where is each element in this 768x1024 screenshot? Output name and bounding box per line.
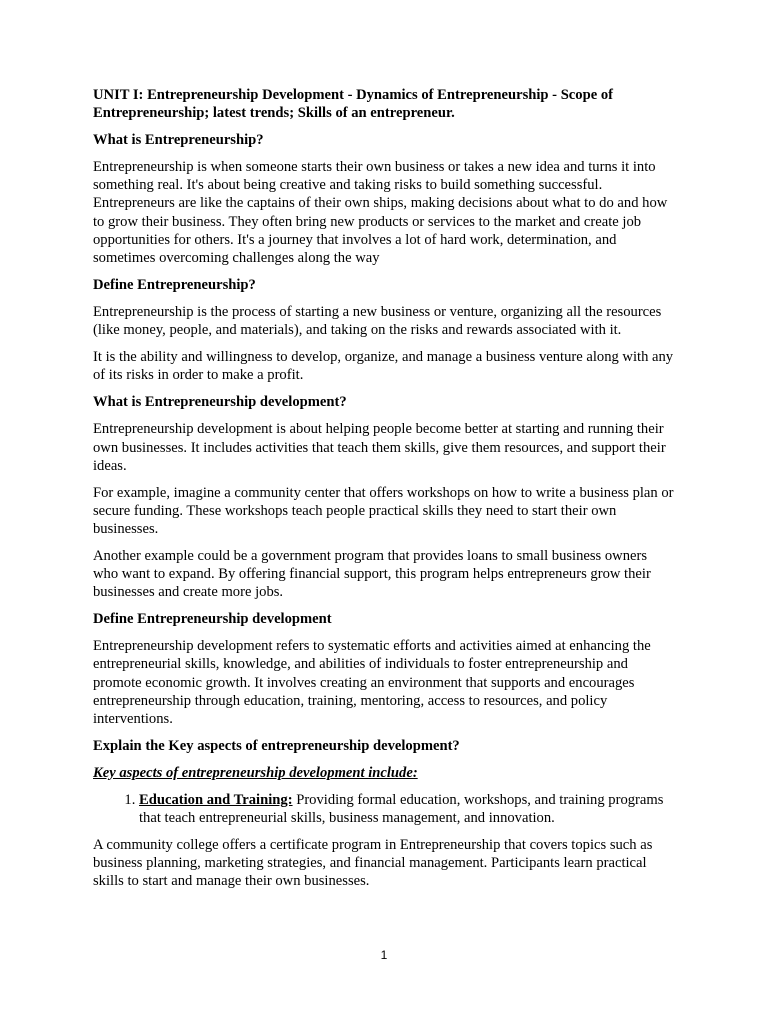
paragraph-key-aspects-example: A community college offers a certificate program in Entrepreneurship that covers topics such as business planning, marketing strategies, and financial management. Participants learn practical skills to start and manage their own businesses. [93, 837, 653, 890]
heading-key-aspects: Explain the Key aspects of entrepreneurship development? [93, 737, 460, 754]
subheading-key-aspects: Key aspects of entrepreneurship development include: [93, 764, 418, 781]
list-item-term: Education and Training: [139, 792, 293, 808]
paragraph-define-entrepreneurship-2: It is the ability and willingness to develop, organize, and manage a business venture along with any of its risks in order to make a profit. [93, 349, 674, 384]
key-aspects-list [93, 791, 675, 827]
heading-define-entrepreneurship-development: Define Entrepreneurship development [93, 611, 332, 628]
page-number: 1 [380, 948, 388, 962]
paragraph-development-1: Entrepreneurship development is about helping people become better at starting and running their own businesses. It includes activities that teach them skills, give them resources, and support their ideas. [93, 421, 666, 474]
paragraph-development-2: For example, imagine a community center that offers workshops on how to write a business plan or secure funding. These workshops teach people practical skills they need to start their own businesses. [93, 484, 674, 537]
paragraph-define-development: Entrepreneurship development refers to systematic efforts and activities aimed at enhancing the entrepreneurial skills, knowledge, and abilities of individuals to foster entrepreneurship and promote economic growth. It involves creating an environment that supports and encourages entrepreneurship through education, training, mentoring, access to resources, and policy interventions. [93, 638, 651, 727]
document-page [93, 86, 675, 899]
list-item-text: Providing formal education, workshops, and training programs that teach entrepreneurial skills, business management, and innovation. [139, 792, 664, 827]
paragraph-define-entrepreneurship-1: Entrepreneurship is the process of starting a new business or venture, organizing all the resources (like money, people, and materials), and taking on the risks and rewards associated with it. [93, 303, 662, 339]
heading-define-entrepreneurship: Define Entrepreneurship? [93, 276, 256, 293]
heading-what-is-entrepreneurship: What is Entrepreneurship? [93, 132, 264, 149]
heading-what-is-entrepreneurship-development: What is Entrepreneurship development? [93, 394, 347, 411]
unit-title: UNIT I: Entrepreneurship Development - Dynamics of Entrepreneurship - Scope of Entrepreneurship; latest trends; Skills of an entrepreneur. [93, 87, 613, 122]
paragraph-development-3: Another example could be a government program that provides loans to small business owners who want to expand. By offering financial support, this program helps entrepreneurs grow their businesses and create more jobs. [93, 547, 651, 601]
paragraph-what-is-entrepreneurship: Entrepreneurship is when someone starts their own business or takes a new idea and turns it into something real. It's about being creative and taking risks to build something successful. Entrepreneurs are like the captains of their own ships, making decisions about what to do and how to grow their business. They often bring new products or services to the market and create job opportunities for others. It's a journey that involves a lot of hard work, determination, and sometimes overcoming challenges along the way [93, 159, 668, 266]
list-item [139, 791, 675, 827]
